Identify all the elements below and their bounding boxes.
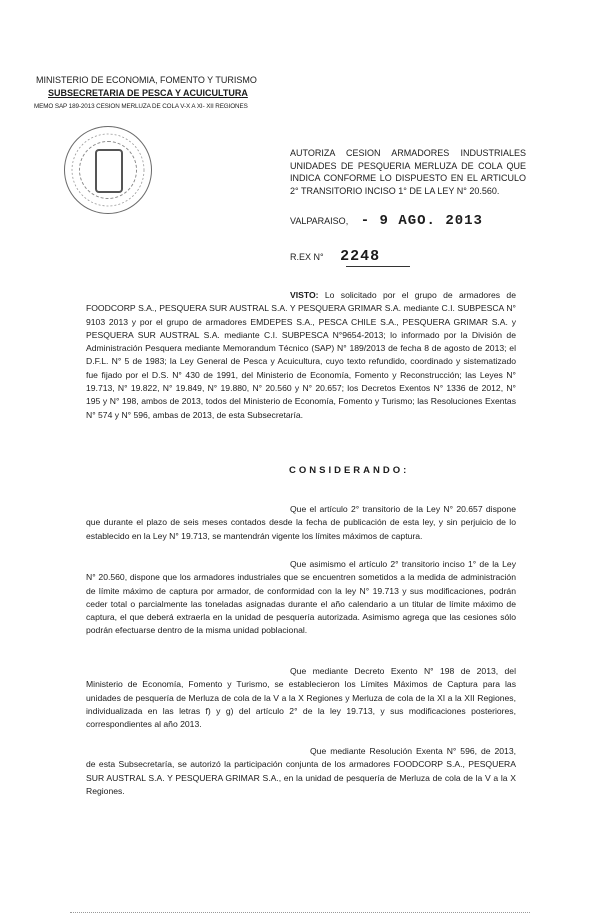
rex-underline [346,266,410,267]
considerando-paragraph-4 [86,745,516,798]
paragraph-text: Que mediante Resolución Exenta N° 596, de 2013, de esta Subsecretaría, se autorizó la participación conjunta de los armadores FOODCORP S.A., PESQUERA SUR AUSTRAL S.A. Y PESQUERA GRIMAR S.A., en la unidad de pesquería de Merluza de cola de la V a la X Regiones. [86,746,516,796]
seal-emblem [95,149,123,193]
considerando-paragraph-3 [86,665,516,731]
footer-divider [70,912,530,913]
considerando-heading: CONSIDERANDO: [289,465,410,476]
paragraph-text: Que el artículo 2° transitorio de la Ley N° 20.657 dispone que durante el plazo de seis meses contados desde la fecha de publicación de esta ley, y sin perjuicio de lo establecido en la Ley N° 19.713, se mantendrán vigente los límites máximos de captura. [86,504,516,541]
considerando-paragraph-2 [86,558,516,638]
visto-paragraph [86,289,516,422]
date-line [290,213,483,229]
resolution-number-line [290,248,380,265]
rex-label: R.EX N° [290,252,324,262]
paragraph-text: Que asimismo el artículo 2° transitorio inciso 1° de la Ley N° 20.560, dispone que los armadores industriales que se encuentren sometidos a la medida de administración de límite máximo de captura por armador, de conformidad con la ley N° 19.713 y sus modificaciones, podrán ceder total o parcialmente las toneladas asignadas durante el año calendario a un titular de límite máximo de captura, el que deberá extraerla en la unidad de pesquería autorizada. Asimismo agrega que las cesiones sólo podrán efectuarse dentro de la misma unidad poblacional. [86,559,516,636]
official-seal-stamp [64,126,152,214]
subsecretaria-header: SUBSECRETARIA DE PESCA Y ACUICULTURA [48,88,248,98]
resolution-summary: AUTORIZA CESION ARMADORES INDUSTRIALES UNIDADES DE PESQUERIA MERLUZA DE COLA QUE INDICA CONFORME LO DISPUESTO EN EL ARTICULO 2° TRANSITORIO INCISO 1° DE LA LEY N° 20.560. [290,148,526,196]
date-stamp: - 9 AGO. 2013 [360,213,483,229]
date-place: VALPARAISO, [290,216,349,226]
considerando-paragraph-1 [86,503,516,543]
visto-label: VISTO: [290,290,319,300]
rex-number: 2248 [340,248,381,265]
paragraph-text: Que mediante Decreto Exento N° 198 de 2013, del Ministerio de Economía, Fomento y Turismo, se establecieron los Límites Máximos de Captura para las unidades de pesquería de Merluza de cola de la V a la X Regiones y Merluza de cola de la XI a la XII Regiones, individualizada en las letras f) y g) del artículo 2° de la ley 19.713, y sus modificaciones posteriores, correspondientes al año 2013. [86,666,516,730]
visto-text: Lo solicitado por el grupo de armadores de FOODCORP S.A., PESQUERA SUR AUSTRAL S.A. Y PESQUERA GRIMAR S.A. mediante C.I. SUBPESCA N° 9103 2013 y por el grupo de armadores EMDEPES S.A., PESCA CHILE S.A., PESQUERA GRIMAR S.A. y PESQUERA SUR AUSTRAL S.A. mediante C.I. SUBPESCA N°9654-2013; lo informado por la División de Administración Pesquera mediante Memorandum Técnico (SAP) N° 189/2013 de fecha 8 de agosto de 2013; el D.F.L. N° 5 de 1983; la Ley General de Pesca y Acuicultura, cuyo texto refundido, coordinado y sistematizado fue fijado por el D.S. N° 430 de 1991, del Ministerio de Economía, Fomento y Reconstrucción; las Leyes N° 19.713, N° 19.822, N° 19.849, N° 19.880, N° 20.560 y N° 20.657; los Decretos Exentos N° 1336 de 2012, N° 195 y N° 198, ambos de 2013, todos del Ministerio de Economía, Fomento y Turismo; las Resoluciones Exentas N° 574 y N° 596, ambas de 2013, de esta Subsecretaría. [86,290,516,420]
ministry-header: MINISTERIO DE ECONOMIA, FOMENTO Y TURISMO [36,75,257,85]
memo-reference: MEMO SAP 189-2013 CESION MERLUZA DE COLA V-X A XI- XII REGIONES [34,103,248,110]
